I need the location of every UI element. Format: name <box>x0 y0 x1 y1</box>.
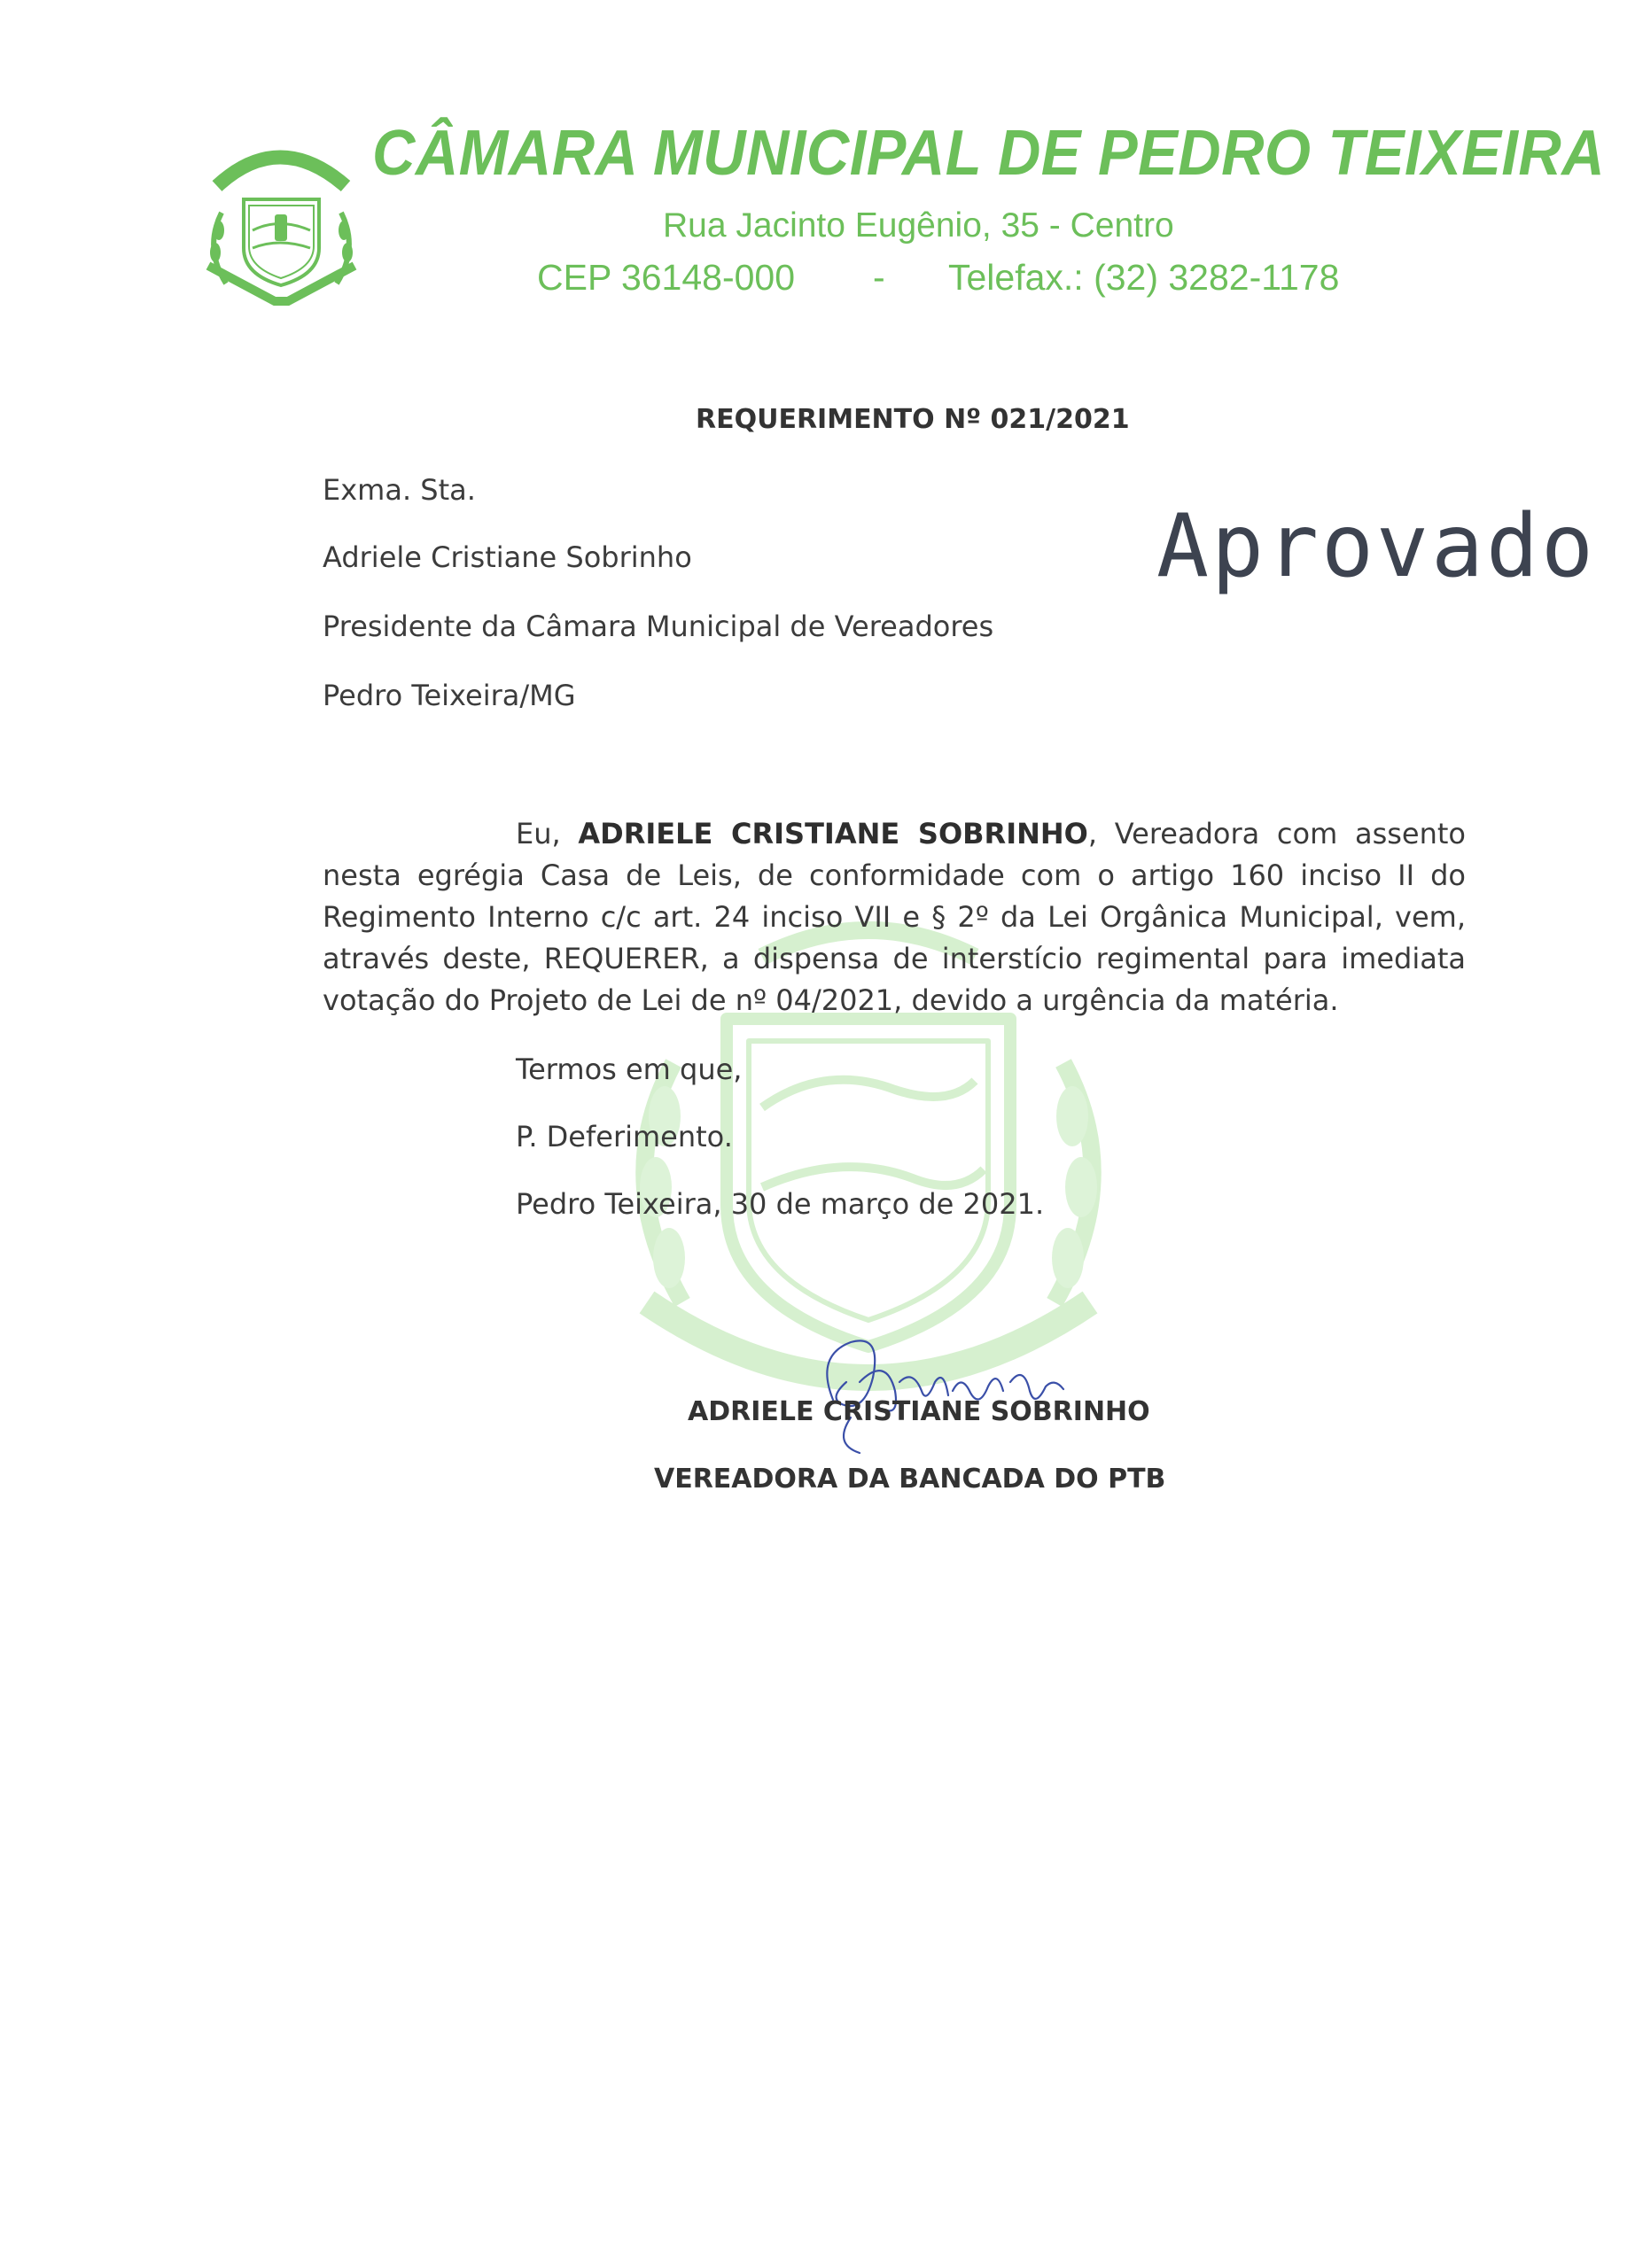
body-requester-name: ADRIELE CRISTIANE SOBRINHO <box>578 817 1088 850</box>
organization-name: CÂMARA MUNICIPAL DE PEDRO TEIXEIRA <box>372 118 1606 189</box>
municipal-seal-icon <box>191 133 372 315</box>
recipient-position: Presidente da Câmara Municipal de Vereadores <box>323 610 994 643</box>
body-text: , Vereadora com assento nesta egrégia Casa de Leis, de conformidade com o artigo 160 inciso II do Regimento Interno c/c art. 24 inciso VII e § 2º da Lei Orgânica Municipal, vem, através deste, REQUERER, a dispensa de interstício regimental para imediata votação do Projeto de Lei de nº 04/2021, devido a urgência da matéria. <box>323 817 1467 1017</box>
recipient-name: Adriele Cristiane Sobrinho <box>323 540 692 574</box>
header-separator: - <box>873 257 885 298</box>
closing-deferimento: P. Deferimento. <box>516 1120 733 1153</box>
closing-terms: Termos em que, <box>516 1052 743 1086</box>
organization-phone: Telefax.: (32) 3282-1178 <box>948 257 1340 298</box>
body-prefix: Eu, <box>516 817 579 850</box>
approved-stamp: Aprovado <box>1156 496 1597 597</box>
request-body-paragraph <box>323 813 1466 1021</box>
document-title: REQUERIMENTO Nº 021/2021 <box>696 404 1130 435</box>
closing-place-date: Pedro Teixeira, 30 de março de 2021. <box>516 1187 1045 1221</box>
recipient-location: Pedro Teixeira/MG <box>323 679 576 712</box>
handwritten-signature-icon <box>798 1329 1090 1462</box>
organization-address: Rua Jacinto Eugênio, 35 - Centro <box>663 206 1174 245</box>
recipient-salutation: Exma. Sta. <box>323 473 476 507</box>
signer-name: ADRIELE CRISTIANE SOBRINHO <box>688 1396 1150 1427</box>
signer-role: VEREADORA DA BANCADA DO PTB <box>654 1464 1166 1495</box>
organization-cep: CEP 36148-000 <box>537 257 796 298</box>
